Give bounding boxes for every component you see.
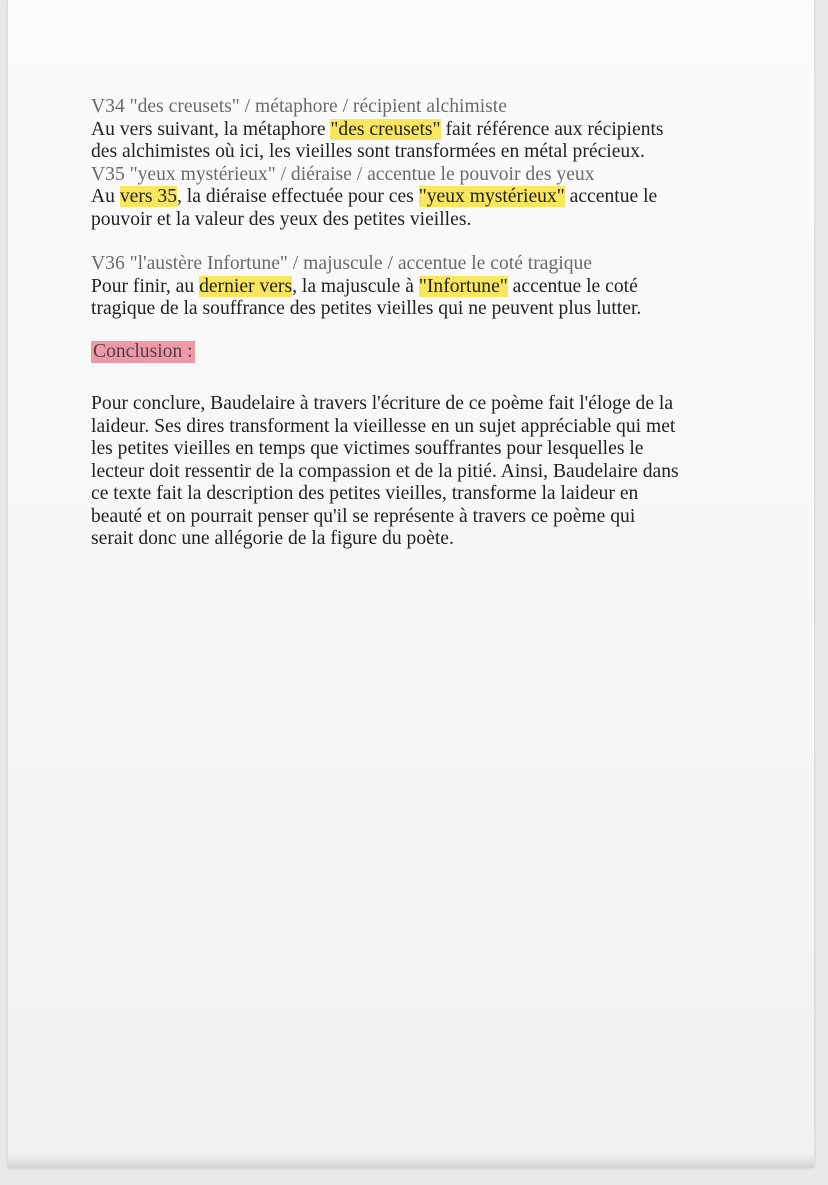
v34-line-1	[91, 119, 741, 142]
highlight-infortune: "Infortune"	[418, 275, 508, 297]
conclusion-line: beauté et on pourrait penser qu'il se représente à travers ce poème qui	[91, 505, 636, 527]
conclusion-heading: Conclusion :	[93, 340, 193, 362]
v34-line-1-a: Au vers suivant, la métaphore	[91, 118, 331, 140]
v34-note: V34 "des creusets" / métaphore / récipient alchimiste	[91, 96, 507, 117]
v35-note: V35 "yeux mystérieux" / diéraise / accentue le pouvoir des yeux	[91, 163, 595, 185]
conclusion-line: laideur. Ses dires transforment la vieillesse en un sujet appréciable qui met	[91, 415, 676, 437]
paragraph-gap	[91, 231, 741, 253]
conclusion-line: ce texte fait la description des petites vieilles, transforme la laideur en	[91, 483, 639, 504]
v35-line-1-b: , la diéraise effectuée pour ces	[177, 186, 419, 207]
paragraph-gap	[91, 321, 741, 341]
v36-line-1-c: accentue le coté	[507, 275, 638, 297]
document-page	[8, 0, 814, 1168]
v36-line-1-a: Pour finir, au	[91, 275, 200, 297]
v36-line-1-b: , la majuscule à	[292, 275, 419, 297]
conclusion-line: Pour conclure, Baudelaire à travers l'écriture de ce poème fait l'éloge de la	[91, 393, 674, 414]
highlight-des-creusets: "des creusets"	[330, 118, 441, 140]
conclusion-line: les petites vieilles en temps que victimes souffrantes pour lesquelles le	[91, 438, 644, 459]
highlight-dernier-vers: dernier vers	[199, 275, 293, 297]
conclusion-heading-line	[91, 341, 741, 364]
v36-line-1	[91, 276, 741, 299]
v36-note: V36 "l'austère Infortune" / majuscule / accentue le coté tragique	[91, 253, 592, 274]
highlight-yeux-mysterieux: "yeux mystérieux"	[418, 186, 565, 207]
v35-line-1	[91, 186, 741, 209]
v34-line-1-b: fait référence aux récipients	[440, 118, 664, 140]
conclusion-line: serait donc une allégorie de la figure du poète.	[91, 528, 454, 549]
v35-line-1-c: accentue le	[564, 186, 658, 207]
v35-line-2: pouvoir et la valeur des yeux des petites vieilles.	[91, 208, 472, 230]
conclusion-line: lecteur doit ressentir de la compassion et de la pitié. Ainsi, Baudelaire dans	[91, 460, 679, 482]
highlight-vers-35: vers 35	[119, 186, 177, 207]
v36-line-2: tragique de la souffrance des petites vieilles qui ne peuvent plus lutter.	[91, 298, 642, 319]
v35-line-1-a: Au	[91, 186, 120, 207]
paragraph-gap	[91, 363, 741, 393]
v34-line-2: des alchimistes où ici, les vieilles sont transformées en métal précieux.	[91, 141, 645, 162]
document-body	[91, 96, 741, 551]
